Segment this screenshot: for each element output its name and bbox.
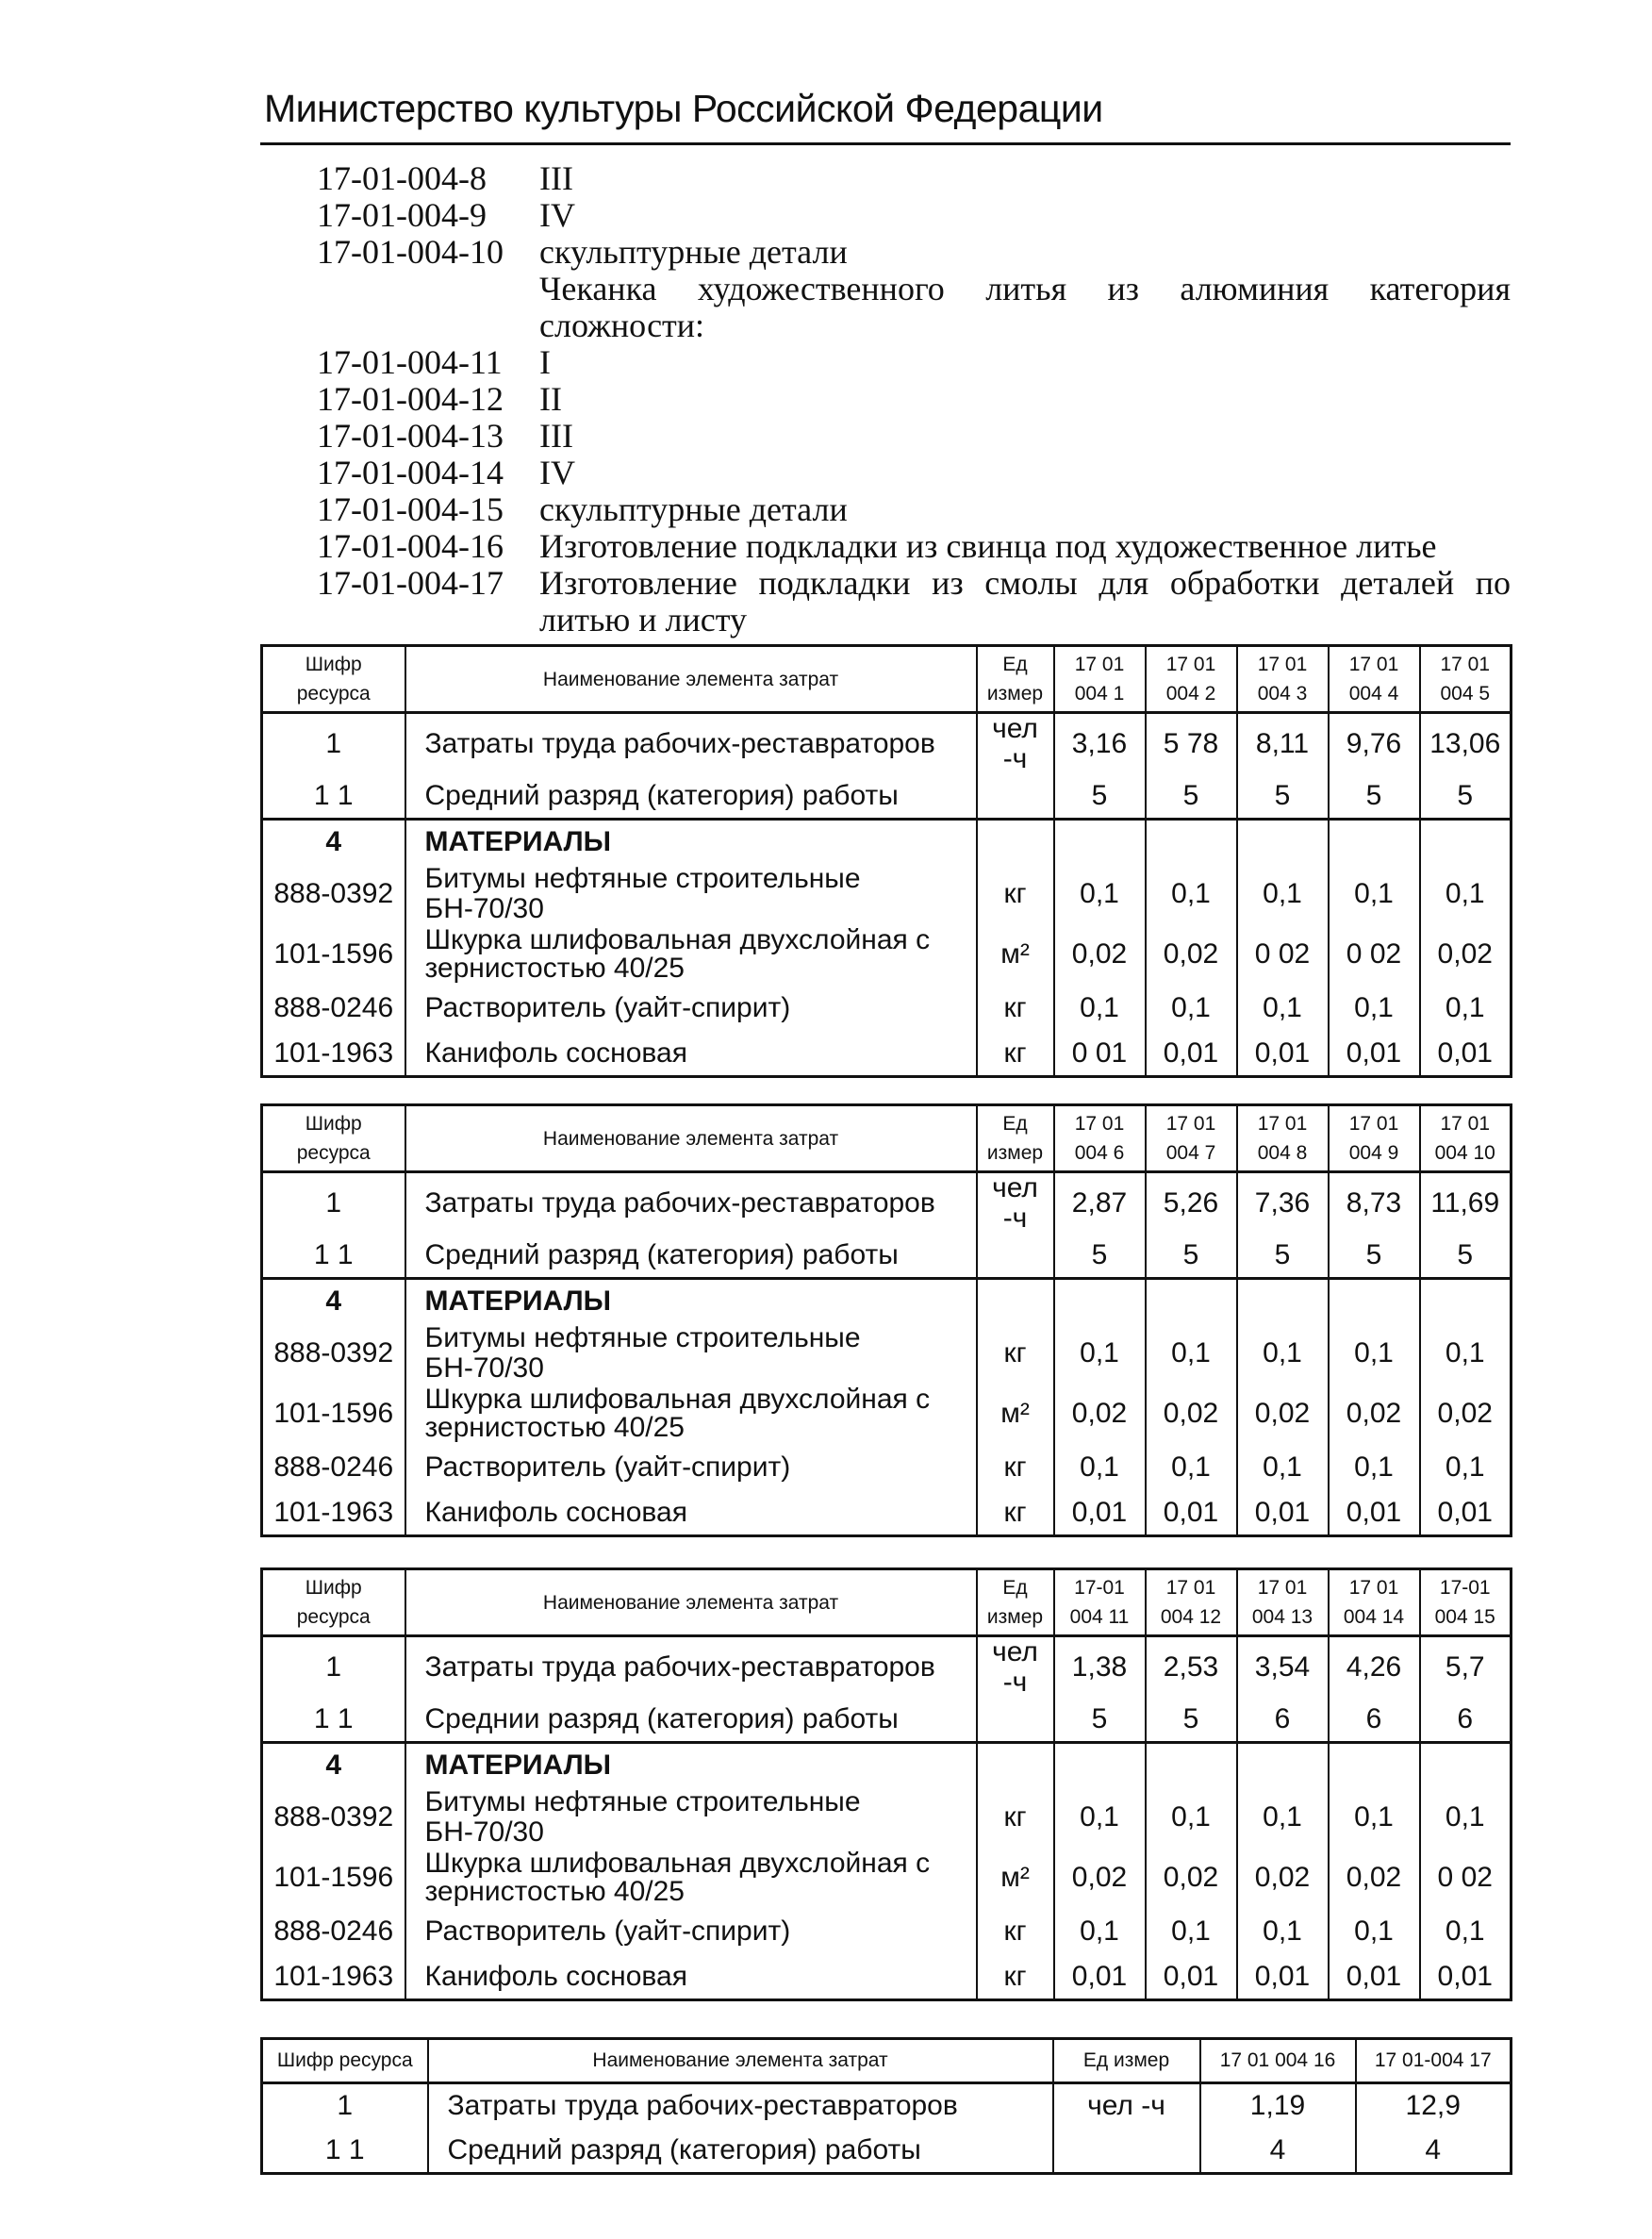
header-unit: Ед измер bbox=[1053, 2039, 1200, 2083]
row-value: 0,1 bbox=[1420, 1323, 1512, 1383]
item-row bbox=[317, 160, 1511, 197]
row-unit bbox=[1053, 2129, 1200, 2174]
row-value: 3,16 bbox=[1054, 713, 1146, 774]
row-value: 5 bbox=[1054, 1697, 1146, 1742]
row-value: 0,02 bbox=[1054, 1847, 1146, 1909]
row-name: Битумы нефтяные строительные БН-70/30 bbox=[405, 864, 977, 923]
item-row bbox=[317, 344, 1511, 381]
row-value: 0,1 bbox=[1420, 1909, 1512, 1954]
row-unit: кг bbox=[977, 864, 1054, 923]
table-row bbox=[262, 819, 1512, 864]
row-value: 0,1 bbox=[1146, 1909, 1237, 1954]
header-code: Шифр ресурса bbox=[262, 1569, 405, 1636]
row-code: 101-1963 bbox=[262, 1954, 405, 1999]
table-row bbox=[262, 1697, 1512, 1742]
header-col: 17 01 004 3 bbox=[1237, 646, 1329, 713]
row-unit: кг bbox=[977, 1031, 1054, 1076]
table-row bbox=[262, 1278, 1512, 1323]
item-text: IV bbox=[539, 454, 575, 491]
item-code: 17-01-004-13 bbox=[317, 417, 504, 455]
row-value: 6 bbox=[1329, 1697, 1420, 1742]
row-code: 4 bbox=[262, 1742, 405, 1787]
item-code: 17-01-004-17 bbox=[317, 564, 504, 602]
row-name: МАТЕРИАЛЫ bbox=[405, 1278, 977, 1323]
row-name: Среднии разряд (категория) работы bbox=[405, 1697, 977, 1742]
row-value: 0,1 bbox=[1146, 1323, 1237, 1383]
table-header-row bbox=[262, 646, 1512, 713]
item-text: Изготовление подкладки из свинца под художественное литье bbox=[539, 527, 1437, 565]
row-code: 101-1963 bbox=[262, 1490, 405, 1535]
row-value: 0,1 bbox=[1329, 986, 1420, 1031]
row-name: Средний разряд (категория) работы bbox=[405, 773, 977, 819]
table-row bbox=[262, 1233, 1512, 1278]
row-value: 0,01 bbox=[1054, 1490, 1146, 1535]
row-value bbox=[1146, 1742, 1237, 1787]
table-row bbox=[262, 1787, 1512, 1847]
header-code: Шифр ресурса bbox=[262, 2039, 428, 2083]
row-value bbox=[1146, 1278, 1237, 1323]
row-value: 0,1 bbox=[1237, 1909, 1329, 1954]
row-unit bbox=[977, 1233, 1054, 1278]
header-col: 17 01 004 2 bbox=[1146, 646, 1237, 713]
row-code: 1 bbox=[262, 1636, 405, 1698]
header-col: 17 01 004 10 bbox=[1420, 1105, 1512, 1172]
row-value: 0,01 bbox=[1329, 1031, 1420, 1076]
row-value: 0 02 bbox=[1237, 923, 1329, 986]
row-name: Канифоль сосновая bbox=[405, 1031, 977, 1076]
header-col: 17 01 004 7 bbox=[1146, 1105, 1237, 1172]
row-value: 0,02 bbox=[1054, 923, 1146, 986]
row-value: 0,01 bbox=[1420, 1490, 1512, 1535]
row-value: 3,54 bbox=[1237, 1636, 1329, 1698]
table-row bbox=[262, 1909, 1512, 1954]
row-unit: м² bbox=[977, 1847, 1054, 1909]
row-value: 0,02 bbox=[1054, 1383, 1146, 1445]
resource-table-1 bbox=[260, 644, 1512, 1078]
item-text: Изготовление подкладки из смолы для обработки деталей по литью и листу bbox=[539, 564, 1511, 639]
row-value: 0,01 bbox=[1146, 1490, 1237, 1535]
row-value bbox=[1237, 819, 1329, 864]
header-name: Наименование элемента затрат bbox=[405, 646, 977, 713]
resource-table-4 bbox=[260, 2037, 1512, 2175]
header-col: 17 01 004 8 bbox=[1237, 1105, 1329, 1172]
row-name: Растворитель (уайт-спирит) bbox=[405, 1445, 977, 1490]
row-value: 0,1 bbox=[1329, 1445, 1420, 1490]
item-row bbox=[317, 234, 1511, 271]
row-value: 0,01 bbox=[1146, 1031, 1237, 1076]
table-header-row bbox=[262, 1105, 1512, 1172]
item-text: III bbox=[539, 159, 573, 197]
row-value: 0,02 bbox=[1237, 1383, 1329, 1445]
item-text: скульптурные детали bbox=[539, 233, 848, 271]
row-name: Шкурка шлифовальная двухслойная с зернистостью 40/25 bbox=[405, 1847, 977, 1909]
header-col: 17 01 004 9 bbox=[1329, 1105, 1420, 1172]
row-value: 4 bbox=[1200, 2129, 1356, 2174]
row-value: 0,1 bbox=[1054, 1909, 1146, 1954]
row-code: 101-1596 bbox=[262, 1847, 405, 1909]
header-col: 17 01 004 14 bbox=[1329, 1569, 1420, 1636]
item-code: 17-01-004-16 bbox=[317, 527, 504, 565]
header-col: 17-01 004 15 bbox=[1420, 1569, 1512, 1636]
row-code: 888-0392 bbox=[262, 864, 405, 923]
row-unit bbox=[977, 773, 1054, 819]
table-row bbox=[262, 1636, 1512, 1698]
header-code: Шифр ресурса bbox=[262, 646, 405, 713]
row-value: 4,26 bbox=[1329, 1636, 1420, 1698]
row-value: 0,1 bbox=[1146, 864, 1237, 923]
row-unit: чел -ч bbox=[977, 713, 1054, 774]
row-value: 0,1 bbox=[1329, 1323, 1420, 1383]
item-row bbox=[317, 491, 1511, 528]
row-code: 1 1 bbox=[262, 773, 405, 819]
table-row bbox=[262, 1031, 1512, 1076]
row-value: 8,11 bbox=[1237, 713, 1329, 774]
item-row bbox=[317, 381, 1511, 418]
item-text: IV bbox=[539, 196, 575, 234]
row-name: МАТЕРИАЛЫ bbox=[405, 819, 977, 864]
table-row bbox=[262, 2083, 1512, 2129]
row-value: 0,1 bbox=[1329, 1909, 1420, 1954]
row-value: 5 bbox=[1329, 773, 1420, 819]
row-code: 888-0392 bbox=[262, 1323, 405, 1383]
item-row bbox=[317, 565, 1511, 639]
row-name: МАТЕРИАЛЫ bbox=[405, 1742, 977, 1787]
item-text: скульптурные детали bbox=[539, 490, 848, 528]
row-name: Средний разряд (категория) работы bbox=[428, 2129, 1053, 2174]
row-unit: кг bbox=[977, 1445, 1054, 1490]
row-value: 0,01 bbox=[1329, 1490, 1420, 1535]
row-code: 1 1 bbox=[262, 1233, 405, 1278]
table-row bbox=[262, 2129, 1512, 2174]
header-col: 17-01 004 11 bbox=[1054, 1569, 1146, 1636]
header-col: 17 01 004 4 bbox=[1329, 646, 1420, 713]
row-unit bbox=[977, 1278, 1054, 1323]
table-row bbox=[262, 1742, 1512, 1787]
page-header: Министерство культуры Российской Федерации bbox=[264, 87, 1103, 130]
row-name: Затраты труда рабочих-реставраторов bbox=[405, 713, 977, 774]
row-value bbox=[1146, 819, 1237, 864]
row-value: 0,1 bbox=[1329, 1787, 1420, 1847]
row-name: Битумы нефтяные строительные БН-70/30 bbox=[405, 1323, 977, 1383]
row-value: 0 02 bbox=[1329, 923, 1420, 986]
row-code: 4 bbox=[262, 819, 405, 864]
row-value: 5 bbox=[1146, 1697, 1237, 1742]
header-name: Наименование элемента затрат bbox=[405, 1105, 977, 1172]
row-value: 5 bbox=[1054, 773, 1146, 819]
item-text: III bbox=[539, 417, 573, 455]
header-col: 17 01 004 13 bbox=[1237, 1569, 1329, 1636]
row-value: 0,1 bbox=[1146, 1787, 1237, 1847]
row-unit: кг bbox=[977, 1909, 1054, 1954]
row-unit: чел -ч bbox=[977, 1636, 1054, 1698]
row-value: 4 bbox=[1356, 2129, 1512, 2174]
row-value: 13,06 bbox=[1420, 713, 1512, 774]
row-value: 0,1 bbox=[1054, 1787, 1146, 1847]
row-value bbox=[1329, 1278, 1420, 1323]
row-name: Канифоль сосновая bbox=[405, 1954, 977, 1999]
row-value: 0,01 bbox=[1329, 1954, 1420, 1999]
row-value: 0,01 bbox=[1420, 1954, 1512, 1999]
row-value: 6 bbox=[1237, 1697, 1329, 1742]
row-value: 5 bbox=[1329, 1233, 1420, 1278]
row-name: Растворитель (уайт-спирит) bbox=[405, 1909, 977, 1954]
table-row bbox=[262, 986, 1512, 1031]
row-name: Растворитель (уайт-спирит) bbox=[405, 986, 977, 1031]
table-row bbox=[262, 773, 1512, 819]
row-value: 5 bbox=[1146, 1233, 1237, 1278]
resource-table-3 bbox=[260, 1567, 1512, 2001]
row-name: Затраты труда рабочих-реставраторов bbox=[405, 1636, 977, 1698]
row-value: 5,7 bbox=[1420, 1636, 1512, 1698]
item-row bbox=[317, 528, 1511, 565]
row-value: 0,02 bbox=[1329, 1383, 1420, 1445]
row-value: 0,1 bbox=[1054, 986, 1146, 1031]
row-code: 1 bbox=[262, 2083, 428, 2129]
row-value: 5 bbox=[1146, 773, 1237, 819]
row-value: 0,02 bbox=[1146, 923, 1237, 986]
row-value: 8,73 bbox=[1329, 1172, 1420, 1234]
table-row bbox=[262, 1954, 1512, 1999]
item-text: Чеканка художественного литья из алюминия категория сложности: bbox=[539, 270, 1511, 344]
table-header-row bbox=[262, 2039, 1512, 2083]
row-value: 0,02 bbox=[1146, 1847, 1237, 1909]
item-code: 17-01-004-11 bbox=[317, 343, 503, 381]
row-value: 0 01 bbox=[1054, 1031, 1146, 1076]
row-value bbox=[1329, 819, 1420, 864]
header-unit: Ед измер bbox=[977, 1569, 1054, 1636]
row-code: 1 bbox=[262, 713, 405, 774]
item-row bbox=[317, 455, 1511, 491]
row-value: 11,69 bbox=[1420, 1172, 1512, 1234]
row-code: 888-0392 bbox=[262, 1787, 405, 1847]
header-code: Шифр ресурса bbox=[262, 1105, 405, 1172]
row-value: 0,02 bbox=[1420, 923, 1512, 986]
row-value: 0,1 bbox=[1237, 864, 1329, 923]
row-unit: чел -ч bbox=[977, 1172, 1054, 1234]
row-value: 0,01 bbox=[1237, 1490, 1329, 1535]
table-row bbox=[262, 1490, 1512, 1535]
table-row bbox=[262, 713, 1512, 774]
row-name: Шкурка шлифовальная двухслойная с зернистостью 40/25 bbox=[405, 923, 977, 986]
table-header-row bbox=[262, 1569, 1512, 1636]
row-unit bbox=[977, 1742, 1054, 1787]
row-value: 0,02 bbox=[1420, 1383, 1512, 1445]
row-value: 7,36 bbox=[1237, 1172, 1329, 1234]
row-value: 2,53 bbox=[1146, 1636, 1237, 1698]
row-value: 0,1 bbox=[1054, 1323, 1146, 1383]
row-code: 1 bbox=[262, 1172, 405, 1234]
row-code: 1 1 bbox=[262, 1697, 405, 1742]
table-row bbox=[262, 923, 1512, 986]
row-value bbox=[1420, 1742, 1512, 1787]
row-value: 0,01 bbox=[1420, 1031, 1512, 1076]
resource-table-2 bbox=[260, 1103, 1512, 1537]
row-value: 0,02 bbox=[1237, 1847, 1329, 1909]
row-value: 0,1 bbox=[1146, 986, 1237, 1031]
row-value: 5 bbox=[1420, 773, 1512, 819]
row-value bbox=[1054, 1742, 1146, 1787]
row-value bbox=[1329, 1742, 1420, 1787]
row-value: 5 bbox=[1054, 1233, 1146, 1278]
row-unit: м² bbox=[977, 923, 1054, 986]
row-value: 1,19 bbox=[1200, 2083, 1356, 2129]
row-unit bbox=[977, 819, 1054, 864]
header-col: 17 01 004 16 bbox=[1200, 2039, 1356, 2083]
row-unit: кг bbox=[977, 986, 1054, 1031]
item-code: 17-01-004-14 bbox=[317, 454, 504, 491]
row-value: 0,1 bbox=[1420, 986, 1512, 1031]
row-code: 888-0246 bbox=[262, 1909, 405, 1954]
item-code: 17-01-004-12 bbox=[317, 380, 504, 418]
row-value: 0,1 bbox=[1237, 986, 1329, 1031]
item-text: II bbox=[539, 380, 562, 418]
header-unit: Ед измер bbox=[977, 646, 1054, 713]
row-value: 0,1 bbox=[1146, 1445, 1237, 1490]
row-code: 1 1 bbox=[262, 2129, 428, 2174]
header-rule bbox=[260, 142, 1511, 145]
row-value: 1,38 bbox=[1054, 1636, 1146, 1698]
row-value bbox=[1237, 1742, 1329, 1787]
row-value: 0,1 bbox=[1420, 864, 1512, 923]
row-name: Битумы нефтяные строительные БН-70/30 bbox=[405, 1787, 977, 1847]
row-value bbox=[1237, 1278, 1329, 1323]
item-row bbox=[317, 197, 1511, 234]
table-row bbox=[262, 864, 1512, 923]
row-value: 5 bbox=[1237, 1233, 1329, 1278]
row-value: 0,02 bbox=[1146, 1383, 1237, 1445]
row-value: 5 bbox=[1420, 1233, 1512, 1278]
row-code: 888-0246 bbox=[262, 986, 405, 1031]
row-value: 0,1 bbox=[1237, 1787, 1329, 1847]
table-row bbox=[262, 1445, 1512, 1490]
row-value: 6 bbox=[1420, 1697, 1512, 1742]
table-row bbox=[262, 1323, 1512, 1383]
header-col: 17 01 004 6 bbox=[1054, 1105, 1146, 1172]
header-col: 17 01 004 12 bbox=[1146, 1569, 1237, 1636]
row-unit: кг bbox=[977, 1954, 1054, 1999]
row-code: 101-1963 bbox=[262, 1031, 405, 1076]
row-value: 0,01 bbox=[1146, 1954, 1237, 1999]
row-code: 101-1596 bbox=[262, 1383, 405, 1445]
row-value: 5 78 bbox=[1146, 713, 1237, 774]
header-col: 17 01-004 17 bbox=[1356, 2039, 1512, 2083]
row-unit: кг bbox=[977, 1490, 1054, 1535]
row-unit: чел -ч bbox=[1053, 2083, 1200, 2129]
header-unit: Ед измер bbox=[977, 1105, 1054, 1172]
table-row bbox=[262, 1383, 1512, 1445]
row-unit: м² bbox=[977, 1383, 1054, 1445]
row-value: 0,1 bbox=[1420, 1787, 1512, 1847]
row-unit: кг bbox=[977, 1787, 1054, 1847]
row-name: Затраты труда рабочих-реставраторов bbox=[428, 2083, 1053, 2129]
item-row bbox=[317, 271, 1511, 344]
row-name: Средний разряд (категория) работы bbox=[405, 1233, 977, 1278]
row-code: 101-1596 bbox=[262, 923, 405, 986]
row-value bbox=[1054, 819, 1146, 864]
row-value: 0,1 bbox=[1054, 864, 1146, 923]
row-unit: кг bbox=[977, 1323, 1054, 1383]
header-name: Наименование элемента затрат bbox=[428, 2039, 1053, 2083]
header-name: Наименование элемента затрат bbox=[405, 1569, 977, 1636]
row-value: 0,1 bbox=[1237, 1323, 1329, 1383]
item-code: 17-01-004-15 bbox=[317, 490, 504, 528]
row-value: 0,01 bbox=[1237, 1954, 1329, 1999]
item-code: 17-01-004-10 bbox=[317, 233, 504, 271]
item-text: I bbox=[539, 343, 551, 381]
item-row bbox=[317, 418, 1511, 455]
row-value bbox=[1420, 819, 1512, 864]
row-value: 0,1 bbox=[1054, 1445, 1146, 1490]
row-value: 0,02 bbox=[1329, 1847, 1420, 1909]
row-unit bbox=[977, 1697, 1054, 1742]
row-value: 0 02 bbox=[1420, 1847, 1512, 1909]
item-list bbox=[317, 160, 1511, 639]
row-name: Канифоль сосновая bbox=[405, 1490, 977, 1535]
row-value: 0,1 bbox=[1329, 864, 1420, 923]
item-code: 17-01-004-9 bbox=[317, 196, 487, 234]
row-value: 0,01 bbox=[1054, 1954, 1146, 1999]
row-value: 5 bbox=[1237, 773, 1329, 819]
row-value bbox=[1054, 1278, 1146, 1323]
row-code: 888-0246 bbox=[262, 1445, 405, 1490]
row-value: 0,1 bbox=[1237, 1445, 1329, 1490]
header-col: 17 01 004 5 bbox=[1420, 646, 1512, 713]
row-name: Затраты труда рабочих-реставраторов bbox=[405, 1172, 977, 1234]
row-value: 12,9 bbox=[1356, 2083, 1512, 2129]
row-value: 5,26 bbox=[1146, 1172, 1237, 1234]
row-value: 0,1 bbox=[1420, 1445, 1512, 1490]
row-name: Шкурка шлифовальная двухслойная с зернистостью 40/25 bbox=[405, 1383, 977, 1445]
table-row bbox=[262, 1847, 1512, 1909]
row-value: 9,76 bbox=[1329, 713, 1420, 774]
row-value: 2,87 bbox=[1054, 1172, 1146, 1234]
row-value: 0,01 bbox=[1237, 1031, 1329, 1076]
table-row bbox=[262, 1172, 1512, 1234]
item-code: 17-01-004-8 bbox=[317, 159, 487, 197]
row-value bbox=[1420, 1278, 1512, 1323]
header-col: 17 01 004 1 bbox=[1054, 646, 1146, 713]
row-code: 4 bbox=[262, 1278, 405, 1323]
